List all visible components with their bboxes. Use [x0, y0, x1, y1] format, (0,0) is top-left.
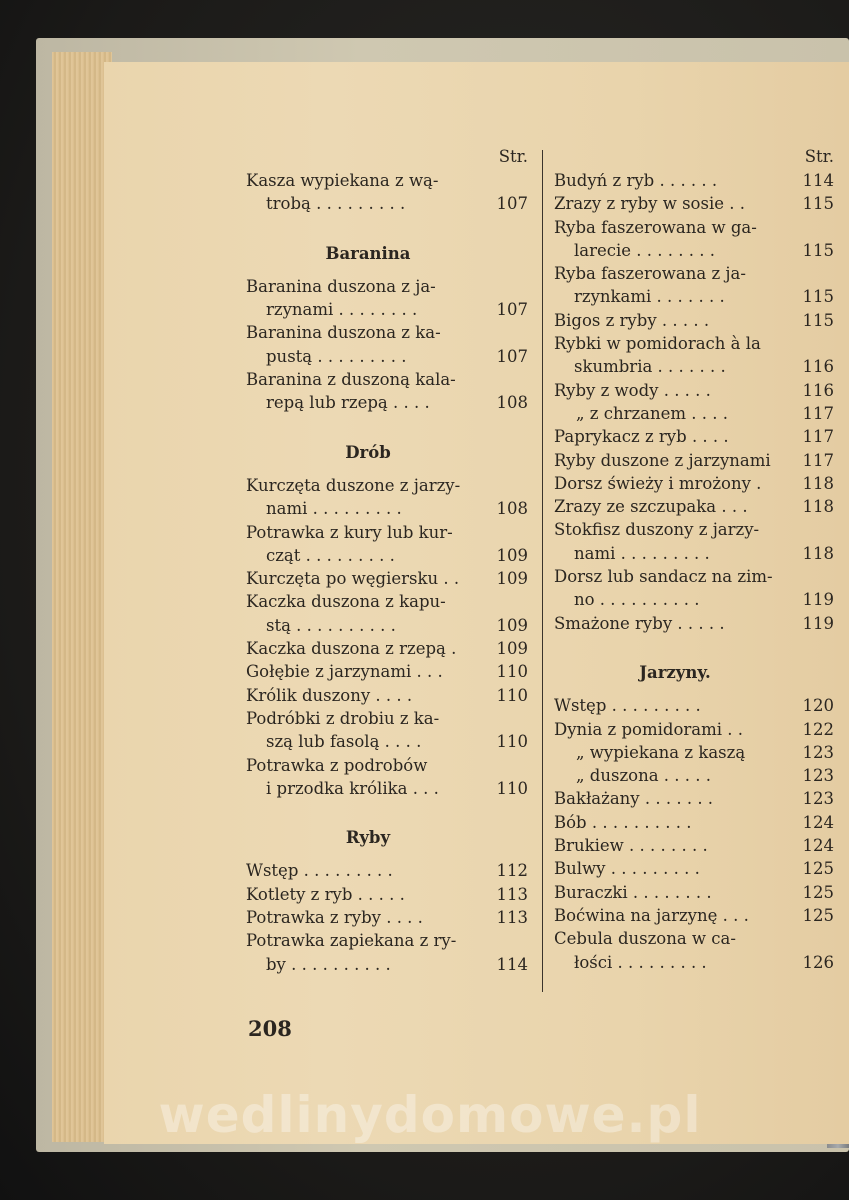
toc-entry-page: 118: [802, 473, 834, 493]
toc-entry-line: [246, 637, 530, 660]
page-column-header: Str.: [498, 147, 528, 166]
toc-entry: [554, 811, 836, 834]
toc-entry-page: 123: [802, 742, 834, 762]
toc-entry-title: Cebula duszona w ca-: [554, 929, 736, 949]
toc-entry-page: 107: [496, 300, 528, 320]
toc-entry-page: [494, 707, 530, 730]
toc-entry: [554, 787, 836, 810]
page-stack-edge: [52, 52, 112, 1142]
toc-entry: [554, 718, 836, 741]
toc-entry-line: [246, 298, 530, 321]
toc-entry-title: rzynkami . . . . . . .: [574, 287, 725, 307]
toc-entry: [554, 694, 836, 717]
toc-entry-title: Smażone ryby . . . . .: [554, 613, 725, 633]
toc-entry-page: 110: [496, 662, 528, 682]
toc-entry-title: Bakłażany . . . . . . .: [554, 789, 714, 809]
toc-entry: [246, 567, 530, 590]
toc-entry-line: [554, 834, 836, 857]
page-number: 208: [248, 1016, 292, 1041]
toc-entry-page: [800, 216, 836, 239]
toc-entry-title: trobą . . . . . . . . .: [266, 194, 406, 214]
toc-entry-page: 123: [802, 789, 834, 809]
toc-entry: [246, 321, 530, 368]
toc-entry: [554, 764, 836, 787]
toc-entry: [554, 857, 836, 880]
toc-entry: [554, 495, 836, 518]
toc-entry-title: Buraczki . . . . . . . .: [554, 882, 712, 902]
toc-entry-line: [554, 309, 836, 332]
toc-entry-page: 114: [496, 954, 528, 974]
toc-entry-line: [246, 953, 530, 976]
toc-entry-page: 119: [802, 613, 834, 633]
toc-entry-page: 109: [496, 615, 528, 635]
toc-entry-page: 126: [802, 952, 834, 972]
toc-entry-page: 110: [496, 685, 528, 705]
toc-entry-page: 116: [802, 357, 834, 377]
toc-entry: [246, 275, 530, 322]
toc-entry: [554, 216, 836, 263]
toc-entry-page: 109: [496, 569, 528, 589]
toc-entry-title: stą . . . . . . . . . .: [266, 615, 396, 635]
toc-entry-line: [554, 811, 836, 834]
toc-entry-page: 124: [802, 836, 834, 856]
toc-entry: [246, 169, 530, 216]
watermark: wedlinydomowe.pl: [158, 1086, 702, 1144]
toc-entry-page: 117: [802, 403, 834, 423]
toc-entry-line: [554, 718, 836, 741]
toc-entry-title: cząt . . . . . . . . .: [266, 545, 395, 565]
toc-entry-title: Dorsz świeży i mrożony .: [554, 473, 762, 493]
toc-entry-page: 113: [496, 884, 528, 904]
toc-right-column: [554, 145, 836, 974]
toc-entry-title: Bób . . . . . . . . . .: [554, 812, 692, 832]
toc-entry-line: [246, 660, 530, 683]
toc-entry-title: Ryby duszone z jarzynami: [554, 450, 771, 470]
toc-entry-page: 116: [802, 380, 834, 400]
toc-entry-line: [554, 425, 836, 448]
toc-entry-line: [246, 521, 530, 544]
toc-entry-title: Kurczęta duszone z jarzy-: [246, 475, 461, 495]
toc-entry-title: Ryba faszerowana w ga-: [554, 217, 757, 237]
toc-entry-line: [246, 345, 530, 368]
toc-entry-line: [246, 730, 530, 753]
toc-entry-page: 113: [496, 908, 528, 928]
toc-entry-line: [246, 474, 530, 497]
toc-entry-line: [554, 612, 836, 635]
toc-entry-page: 120: [802, 696, 834, 716]
toc-entry-page: [800, 565, 836, 588]
toc-entry: [554, 169, 836, 192]
toc-entry-page: 115: [802, 287, 834, 307]
toc-entry-title: „ z chrzanem . . . .: [576, 403, 729, 423]
toc-entry: [246, 637, 530, 660]
toc-entry-title: Kaczka duszona z rzepą .: [246, 639, 457, 659]
toc-entry-page: [800, 262, 836, 285]
toc-entry: [554, 309, 836, 332]
toc-entry-title: Królik duszony . . . .: [246, 685, 413, 705]
toc-entry-title: Zrazy ze szczupaka . . .: [554, 497, 748, 517]
toc-entry-page: 108: [496, 499, 528, 519]
toc-entry-page: [494, 929, 530, 952]
toc-entry: [554, 741, 836, 764]
toc-entry-line: [246, 754, 530, 777]
toc-entry-line: [246, 321, 530, 344]
toc-entry-line: [246, 929, 530, 952]
toc-entry-line: [554, 518, 836, 541]
toc-entry-page: [494, 754, 530, 777]
toc-entry-page: 107: [496, 346, 528, 366]
toc-entry-line: [554, 764, 836, 787]
toc-entry: [554, 402, 836, 425]
toc-entry-page: [800, 927, 836, 950]
toc-entry: [554, 262, 836, 309]
toc-entry-title: by . . . . . . . . . .: [266, 954, 391, 974]
toc-entry-line: [246, 497, 530, 520]
toc-entry-title: Podróbki z drobiu z ka-: [246, 708, 440, 728]
toc-entry-line: [554, 542, 836, 565]
toc-entry-line: [246, 777, 530, 800]
toc-entry: [554, 518, 836, 565]
toc-entry-line: [554, 881, 836, 904]
toc-entry: [246, 521, 530, 568]
toc-entry-title: Zrazy z ryby w sosie . .: [554, 194, 745, 214]
toc-entry-line: [246, 391, 530, 414]
toc-entry-title: Dorsz lub sandacz na zim-: [554, 567, 773, 587]
toc-entry-line: [554, 192, 836, 215]
section-heading: Baranina: [325, 243, 411, 263]
toc-entry-title: larecie . . . . . . . .: [574, 240, 715, 260]
toc-entry-line: [554, 332, 836, 355]
toc-entry-line: [246, 684, 530, 707]
toc-entry: [246, 684, 530, 707]
toc-entry-page: 107: [496, 194, 528, 214]
toc-entry-page: [800, 332, 836, 355]
toc-entry-title: Boćwina na jarzynę . . .: [554, 905, 749, 925]
toc-entry-page: 117: [802, 450, 834, 470]
page-column-header: Str.: [804, 147, 834, 166]
toc-entry-line: [554, 741, 836, 764]
toc-entry: [246, 660, 530, 683]
toc-entry-page: 110: [496, 778, 528, 798]
toc-entry: [246, 859, 530, 882]
toc-entry: [246, 368, 530, 415]
toc-entry-page: 125: [802, 859, 834, 879]
toc-entry-page: 122: [802, 719, 834, 739]
toc-entry: [554, 192, 836, 215]
toc-entry-line: [246, 883, 530, 906]
toc-entry-line: [554, 239, 836, 262]
toc-entry-page: 118: [802, 497, 834, 517]
toc-entry-title: Potrawka zapiekana z ry-: [246, 931, 457, 951]
toc-entry-title: Bigos z ryby . . . . .: [554, 310, 710, 330]
toc-entry-page: [494, 474, 530, 497]
toc-entry-title: Kurczęta po węgiersku . .: [246, 569, 460, 589]
toc-entry-line: [246, 590, 530, 613]
toc-entry-title: Ryba faszerowana z ja-: [554, 264, 746, 284]
toc-entry-line: [554, 857, 836, 880]
toc-entry-title: nami . . . . . . . . .: [266, 499, 402, 519]
toc-entry-page: 125: [802, 882, 834, 902]
toc-entry-page: [494, 521, 530, 544]
toc-entry-line: [554, 379, 836, 402]
toc-entry-title: Bulwy . . . . . . . . .: [554, 859, 700, 879]
toc-entry-line: [554, 495, 836, 518]
toc-entry-title: Baranina duszona z ka-: [246, 323, 441, 343]
toc-entry-line: [554, 216, 836, 239]
toc-entry-page: [494, 275, 530, 298]
toc-entry-page: 110: [496, 732, 528, 752]
toc-entry-page: 109: [496, 639, 528, 659]
toc-entry-title: Stokfisz duszony z jarzy-: [554, 520, 760, 540]
toc-entry-line: [554, 262, 836, 285]
toc-entry-line: [554, 449, 836, 472]
toc-entry-line: [554, 285, 836, 308]
toc-entry-page: 115: [802, 240, 834, 260]
toc-entry-title: Rybki w pomidorach à la: [554, 334, 761, 354]
toc-entry-title: Kasza wypiekana z wą-: [246, 171, 439, 190]
toc-entry: [554, 881, 836, 904]
toc-entry-line: [554, 904, 836, 927]
toc-entry-page: [800, 518, 836, 541]
toc-entry-title: Potrawka z kury lub kur-: [246, 522, 453, 542]
toc-entry: [554, 425, 836, 448]
toc-entry-line: [554, 355, 836, 378]
toc-entry-title: no . . . . . . . . . .: [574, 590, 700, 610]
column-divider: [542, 150, 543, 992]
toc-entry-title: i przodka królika . . .: [266, 778, 439, 798]
toc-entry-line: [554, 402, 836, 425]
toc-entry-title: Baranina duszona z ja-: [246, 276, 436, 296]
toc-entry-page: 108: [496, 393, 528, 413]
toc-entry-line: [246, 614, 530, 637]
toc-entry-line: [554, 927, 836, 950]
toc-entry-title: Potrawka z ryby . . . .: [246, 908, 423, 928]
toc-entry: [554, 332, 836, 379]
toc-entry-title: repą lub rzepą . . . .: [266, 393, 430, 413]
toc-entry-title: Kaczka duszona z kapu-: [246, 592, 446, 612]
toc-entry-title: Dynia z pomidorami . .: [554, 719, 744, 739]
toc-entry-title: „ duszona . . . . .: [576, 766, 711, 786]
toc-entry: [554, 472, 836, 495]
toc-entry-line: [554, 694, 836, 717]
toc-entry-page: 117: [802, 427, 834, 447]
toc-entry-page: 115: [802, 194, 834, 214]
toc-entry-title: Brukiew . . . . . . . .: [554, 836, 708, 856]
toc-entry-page: 124: [802, 812, 834, 832]
toc-entry-line: [554, 951, 836, 974]
toc-entry-page: 118: [802, 543, 834, 563]
toc-entry-title: Baranina z duszoną kala-: [246, 370, 456, 390]
toc-entry-line: [554, 472, 836, 495]
toc-entry-line: [554, 565, 836, 588]
toc-entry-page: [494, 321, 530, 344]
toc-entry-title: rzynami . . . . . . . .: [266, 300, 418, 320]
toc-entry-title: pustą . . . . . . . . .: [266, 346, 407, 366]
toc-entry-line: [554, 588, 836, 611]
toc-entry-line: [246, 544, 530, 567]
toc-entry: [246, 707, 530, 754]
toc-entry: [246, 906, 530, 929]
toc-entry-page: 112: [496, 861, 528, 881]
toc-entry-line: [246, 169, 530, 192]
toc-entry-title: Kotlety z ryb . . . . .: [246, 884, 405, 904]
toc-entry-title: Wstęp . . . . . . . . .: [246, 861, 393, 881]
toc-entry: [246, 883, 530, 906]
section-heading: Jarzyny.: [639, 662, 711, 682]
toc-entry-title: skumbria . . . . . . .: [574, 357, 726, 377]
section-heading: Drób: [345, 442, 391, 462]
toc-entry: [554, 379, 836, 402]
toc-entry-page: 115: [802, 310, 834, 330]
toc-entry-page: 109: [496, 545, 528, 565]
toc-entry: [246, 929, 530, 976]
toc-entry-line: [246, 192, 530, 215]
toc-entry-title: „ wypiekana z kaszą: [576, 742, 746, 762]
toc-entry-line: [246, 567, 530, 590]
toc-entry-title: łości . . . . . . . . .: [574, 952, 707, 972]
toc-entry: [246, 474, 530, 521]
toc-entry-title: Gołębie z jarzynami . . .: [246, 662, 443, 682]
toc-entry-page: 119: [802, 590, 834, 610]
section-heading: Ryby: [345, 828, 391, 848]
toc-entry-title: Ryby z wody . . . . .: [554, 380, 711, 400]
toc-entry-title: Wstęp . . . . . . . . .: [554, 696, 701, 716]
toc-entry-title: nami . . . . . . . . .: [574, 543, 710, 563]
toc-entry-line: [554, 787, 836, 810]
toc-entry-title: Potrawka z podrobów: [246, 755, 428, 775]
toc-entry-page: [494, 590, 530, 613]
toc-entry: [554, 904, 836, 927]
toc-entry-line: [246, 906, 530, 929]
toc-entry-page: [494, 169, 530, 192]
toc-entry-line: [246, 859, 530, 882]
toc-entry-line: [554, 169, 836, 192]
toc-entry: [554, 834, 836, 857]
toc-entry-title: Budyń z ryb . . . . . .: [554, 171, 718, 190]
toc-entry-page: 123: [802, 766, 834, 786]
toc-entry-page: 114: [802, 171, 834, 190]
toc-entry-line: [246, 275, 530, 298]
toc-entry: [554, 565, 836, 612]
toc-entry-page: 125: [802, 905, 834, 925]
toc-entry-title: Paprykacz z ryb . . . .: [554, 427, 729, 447]
toc-entry: [246, 754, 530, 801]
toc-entry: [554, 927, 836, 974]
toc-entry: [554, 612, 836, 635]
toc-entry-line: [246, 707, 530, 730]
toc-entry: [246, 590, 530, 637]
toc-entry-line: [246, 368, 530, 391]
toc-left-column: [246, 145, 530, 976]
toc-entry: [554, 449, 836, 472]
toc-entry-page: [494, 368, 530, 391]
toc-entry-title: szą lub fasolą . . . .: [266, 732, 422, 752]
